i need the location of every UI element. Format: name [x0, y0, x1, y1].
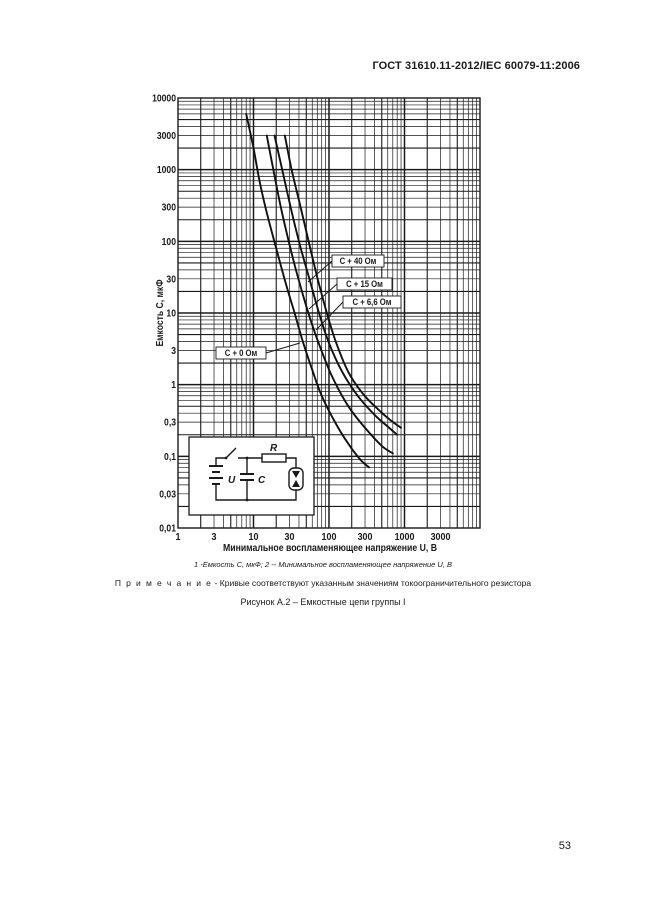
y-tick-label: 1000 — [156, 164, 176, 177]
curve-layer — [246, 114, 401, 468]
note-text: - Кривые соответствуют указанным значениям токоограничительного резистора — [212, 578, 532, 588]
label-c-40-ohm: C + 40 Ом — [339, 255, 377, 267]
y-tick-label: 0,1 — [164, 451, 176, 464]
y-tick-label: 0,3 — [164, 416, 176, 429]
note-heading: П р и м е ч а н и е — [114, 578, 213, 588]
leader-line — [309, 284, 337, 309]
x-tick-label: 30 — [284, 531, 295, 544]
switch-contact — [225, 457, 228, 460]
y-tick-label: 10 — [166, 307, 176, 320]
capacitor-label: C — [258, 475, 266, 486]
curve-c-0-ohm — [246, 114, 369, 468]
voltage-label: U — [228, 475, 236, 486]
x-tick-label: 300 — [357, 531, 373, 544]
y-tick-label: 0,01 — [159, 522, 176, 535]
x-tick-label: 10 — [248, 531, 259, 544]
legend-note: 1 -Емкость С, мкФ; 2 -- Минимальное воспламеняющее напряжение U, В — [193, 560, 453, 569]
y-tick-label: 300 — [161, 201, 176, 214]
curve-label-layer — [216, 255, 401, 359]
y-tick-label: 30 — [166, 273, 176, 286]
x-axis-label: Минимальное воспламеняющее напряжение U, В — [222, 542, 438, 555]
x-tick-label: 1 — [175, 531, 181, 544]
figure-caption: Рисунок А.2 – Емкостные цепи группы I — [240, 597, 406, 607]
x-tick-label: 3000 — [430, 531, 451, 544]
y-tick-label: 3000 — [156, 130, 176, 143]
note-line — [0, 578, 646, 588]
x-tick-label: 3 — [211, 531, 217, 544]
y-tick-label: 3 — [171, 345, 176, 358]
y-tick-label: 10000 — [152, 92, 176, 105]
label-c-0-ohm: C + 0 Ом — [224, 347, 258, 359]
x-tick-label: 100 — [321, 531, 337, 544]
y-tick-label: 100 — [161, 236, 176, 249]
label-c-6-6-ohm: C + 6,6 Ом — [352, 296, 392, 308]
y-axis-label: Емкость С, мкФ — [154, 279, 167, 347]
x-tick-label: 1000 — [394, 531, 415, 544]
label-c-15-ohm: C + 15 Ом — [346, 278, 383, 290]
y-tick-label: 0,03 — [159, 488, 176, 501]
document-code: ГОСТ 31610.11-2012/IEC 60079-11:2006 — [372, 60, 580, 72]
spark-gap-icon — [289, 468, 303, 490]
leader-line — [266, 343, 300, 353]
resistor-icon — [262, 454, 286, 462]
circuit-diagram — [189, 437, 314, 515]
resistor-label: R — [270, 443, 278, 454]
y-tick-label: 1 — [171, 379, 176, 392]
page-number: 53 — [558, 840, 571, 852]
